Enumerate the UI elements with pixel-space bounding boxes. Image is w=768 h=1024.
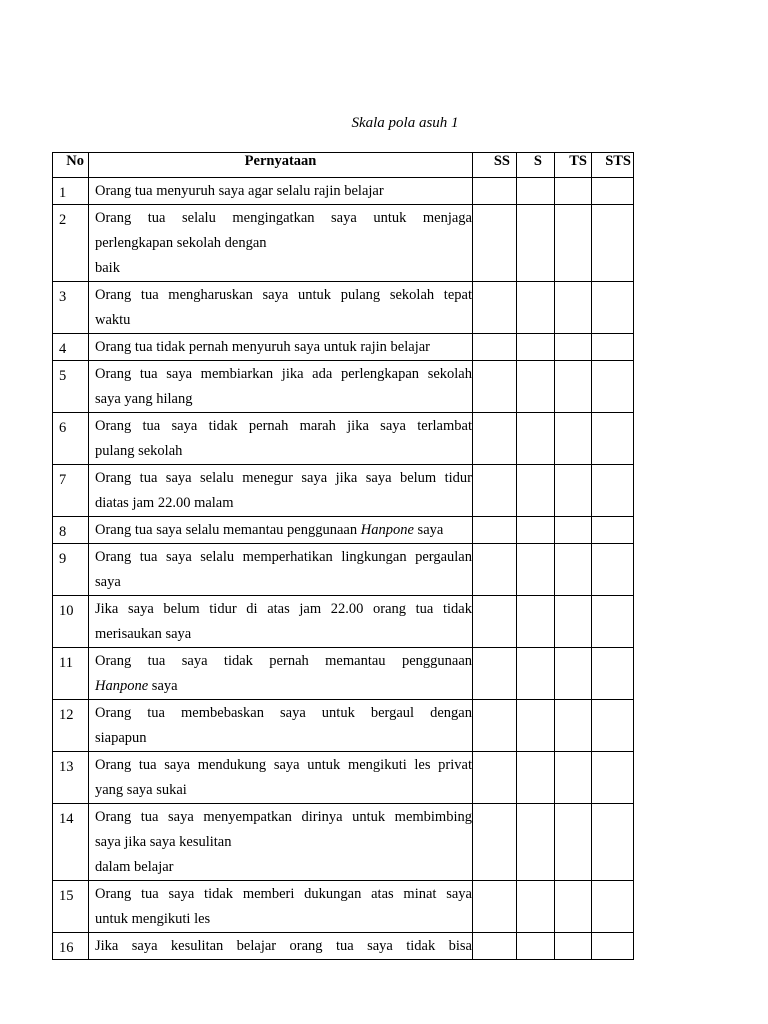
row-statement: [89, 465, 473, 517]
statement-line: [95, 518, 472, 543]
statement-line: [95, 387, 472, 412]
row-statement: [89, 596, 473, 648]
answer-cell-s[interactable]: [517, 334, 555, 361]
statement-text: Orang tua tidak pernah menyuruh saya untuk rajin belajar: [95, 339, 430, 355]
answer-cell-ts[interactable]: [555, 517, 592, 544]
statement-line: [95, 597, 472, 622]
answer-cell-ts[interactable]: [555, 881, 592, 933]
header-no: No: [53, 153, 89, 178]
statement-text: baik: [95, 260, 120, 276]
questionnaire-table: [52, 152, 634, 960]
statement-text: Orang tua saya mendukung saya untuk mengikuti les privat: [95, 757, 472, 773]
statement-text: Jika saya kesulitan belajar orang tua saya tidak bisa: [95, 938, 472, 954]
statement-line: [95, 179, 472, 204]
statement-text: Orang tua saya selalu memantau penggunaan: [95, 522, 361, 538]
row-number: 1: [53, 178, 89, 205]
answer-cell-ss[interactable]: [473, 648, 517, 700]
statement-text: Orang tua saya tidak memberi dukungan atas minat saya: [95, 886, 472, 902]
statement-line: [95, 934, 472, 959]
answer-cell-sts[interactable]: [592, 933, 634, 960]
answer-cell-s[interactable]: [517, 752, 555, 804]
statement-line: [95, 491, 472, 516]
row-number: 10: [53, 596, 89, 648]
row-statement: [89, 205, 473, 282]
statement-text: waktu: [95, 312, 131, 328]
answer-cell-s[interactable]: [517, 205, 555, 282]
row-number: 6: [53, 413, 89, 465]
answer-cell-s[interactable]: [517, 413, 555, 465]
row-number: 11: [53, 648, 89, 700]
answer-cell-ss[interactable]: [473, 544, 517, 596]
answer-cell-ts[interactable]: [555, 596, 592, 648]
row-statement: [89, 648, 473, 700]
row-statement: [89, 752, 473, 804]
table-row: [53, 596, 634, 648]
answer-cell-s[interactable]: [517, 178, 555, 205]
answer-cell-ts[interactable]: [555, 465, 592, 517]
statement-text: Orang tua saya menyempatkan dirinya untuk membimbing: [95, 809, 472, 825]
answer-cell-ss[interactable]: [473, 282, 517, 334]
statement-text: pulang sekolah: [95, 443, 183, 459]
row-number: 8: [53, 517, 89, 544]
answer-cell-sts[interactable]: [592, 205, 634, 282]
answer-cell-ts[interactable]: [555, 178, 592, 205]
row-statement: [89, 544, 473, 596]
statement-line: [95, 753, 472, 778]
answer-cell-ss[interactable]: [473, 334, 517, 361]
answer-cell-ts[interactable]: [555, 361, 592, 413]
answer-cell-sts[interactable]: [592, 804, 634, 881]
answer-cell-s[interactable]: [517, 648, 555, 700]
statement-line: [95, 907, 472, 932]
statement-line: [95, 805, 472, 830]
answer-cell-sts[interactable]: [592, 517, 634, 544]
table-body: [53, 178, 634, 960]
answer-cell-ts[interactable]: [555, 804, 592, 881]
table-row: [53, 933, 634, 960]
statement-text: diatas jam 22.00 malam: [95, 495, 234, 511]
statement-line: [95, 283, 472, 308]
answer-cell-s[interactable]: [517, 517, 555, 544]
table-row: [53, 361, 634, 413]
statement-line: [95, 570, 472, 595]
answer-cell-ts[interactable]: [555, 413, 592, 465]
answer-cell-ss[interactable]: [473, 933, 517, 960]
header-sts: STS: [592, 153, 634, 178]
statement-line: [95, 674, 472, 699]
row-statement: [89, 700, 473, 752]
table-row: [53, 544, 634, 596]
statement-line: [95, 308, 472, 333]
statement-line: [95, 414, 472, 439]
row-statement: [89, 178, 473, 205]
row-number: 13: [53, 752, 89, 804]
row-statement: [89, 881, 473, 933]
statement-line: [95, 206, 472, 231]
statement-text: Orang tua mengharuskan saya untuk pulang sekolah tepat: [95, 287, 472, 303]
answer-cell-s[interactable]: [517, 596, 555, 648]
statement-text: perlengkapan sekolah dengan: [95, 235, 267, 251]
answer-cell-ss[interactable]: [473, 804, 517, 881]
answer-cell-ss[interactable]: [473, 700, 517, 752]
row-number: 12: [53, 700, 89, 752]
row-number: 7: [53, 465, 89, 517]
statement-text: yang saya sukai: [95, 782, 187, 798]
table-row: [53, 205, 634, 282]
header-statement: Pernyataan: [89, 153, 473, 178]
answer-cell-sts[interactable]: [592, 752, 634, 804]
row-statement: [89, 933, 473, 960]
statement-text: saya: [148, 678, 178, 694]
answer-cell-ss[interactable]: [473, 361, 517, 413]
table-row: [53, 648, 634, 700]
statement-line: [95, 466, 472, 491]
table-row: [53, 517, 634, 544]
statement-text: dalam belajar: [95, 859, 174, 875]
answer-cell-ss[interactable]: [473, 413, 517, 465]
answer-cell-ts[interactable]: [555, 544, 592, 596]
answer-cell-ts[interactable]: [555, 933, 592, 960]
row-statement: [89, 361, 473, 413]
answer-cell-sts[interactable]: [592, 544, 634, 596]
statement-line: [95, 778, 472, 803]
statement-text: Orang tua saya tidak pernah memantau penggunaan: [95, 653, 472, 669]
row-statement: [89, 413, 473, 465]
row-number: 4: [53, 334, 89, 361]
answer-cell-sts[interactable]: [592, 178, 634, 205]
header-ss: SS: [473, 153, 517, 178]
statement-line: [95, 256, 472, 281]
header-s: S: [517, 153, 555, 178]
statement-text: Orang tua saya membiarkan jika ada perlengkapan sekolah: [95, 366, 472, 382]
row-statement: [89, 282, 473, 334]
statement-text: saya: [95, 574, 121, 590]
table-row: [53, 413, 634, 465]
statement-italic-text: Hanpone: [360, 522, 414, 538]
answer-cell-sts[interactable]: [592, 361, 634, 413]
statement-line: [95, 649, 472, 674]
statement-text: siapapun: [95, 730, 147, 746]
statement-text: Orang tua saya tidak pernah marah jika saya terlambat: [95, 418, 472, 434]
statement-line: [95, 362, 472, 387]
answer-cell-sts[interactable]: [592, 282, 634, 334]
statement-text: Orang tua selalu mengingatkan saya untuk menjaga: [95, 210, 472, 226]
statement-text: saya: [413, 522, 444, 538]
answer-cell-ts[interactable]: [555, 282, 592, 334]
table-row: [53, 881, 634, 933]
table-row: [53, 752, 634, 804]
answer-cell-s[interactable]: [517, 544, 555, 596]
row-number: 5: [53, 361, 89, 413]
statement-text: saya yang hilang: [95, 391, 193, 407]
answer-cell-ts[interactable]: [555, 205, 592, 282]
answer-cell-ts[interactable]: [555, 334, 592, 361]
answer-cell-sts[interactable]: [592, 648, 634, 700]
answer-cell-ss[interactable]: [473, 465, 517, 517]
table-row: [53, 178, 634, 205]
statement-italic-text: Hanpone: [95, 678, 149, 694]
answer-cell-sts[interactable]: [592, 334, 634, 361]
answer-cell-ss[interactable]: [473, 881, 517, 933]
row-statement: [89, 334, 473, 361]
statement-text: Orang tua membebaskan saya untuk bergaul dengan: [95, 705, 472, 721]
statement-line: [95, 855, 472, 880]
answer-cell-sts[interactable]: [592, 465, 634, 517]
statement-line: [95, 439, 472, 464]
table-row: [53, 465, 634, 517]
answer-cell-s[interactable]: [517, 465, 555, 517]
table-row: [53, 334, 634, 361]
answer-cell-ts[interactable]: [555, 700, 592, 752]
header-ts: TS: [555, 153, 592, 178]
answer-cell-sts[interactable]: [592, 700, 634, 752]
row-number: 15: [53, 881, 89, 933]
statement-line: [95, 231, 472, 256]
row-number: 3: [53, 282, 89, 334]
answer-cell-ss[interactable]: [473, 517, 517, 544]
row-statement: [89, 517, 473, 544]
statement-text: saya jika saya kesulitan: [95, 834, 232, 850]
statement-text: Jika saya belum tidur di atas jam 22.00 orang tua tidak: [95, 601, 472, 617]
answer-cell-s[interactable]: [517, 804, 555, 881]
statement-line: [95, 622, 472, 647]
statement-text: Orang tua saya selalu menegur saya jika saya belum tidur: [95, 470, 472, 486]
header-row: [53, 153, 634, 178]
answer-cell-sts[interactable]: [592, 881, 634, 933]
answer-cell-ss[interactable]: [473, 596, 517, 648]
answer-cell-s[interactable]: [517, 933, 555, 960]
row-number: 14: [53, 804, 89, 881]
answer-cell-ss[interactable]: [473, 178, 517, 205]
statement-text: untuk mengikuti les: [95, 911, 211, 927]
statement-text: Orang tua saya selalu memperhatikan lingkungan pergaulan: [95, 549, 472, 565]
statement-line: [95, 830, 472, 855]
row-number: 9: [53, 544, 89, 596]
row-statement: [89, 804, 473, 881]
answer-cell-sts[interactable]: [592, 596, 634, 648]
row-number: 2: [53, 205, 89, 282]
row-number: 16: [53, 933, 89, 960]
answer-cell-ts[interactable]: [555, 648, 592, 700]
statement-line: [95, 701, 472, 726]
table-row: [53, 700, 634, 752]
statement-text: Orang tua menyuruh saya agar selalu rajin belajar: [95, 183, 384, 199]
answer-cell-s[interactable]: [517, 881, 555, 933]
answer-cell-ts[interactable]: [555, 752, 592, 804]
statement-line: [95, 335, 472, 360]
document-title: Skala pola asuh 1: [351, 115, 459, 131]
answer-cell-ss[interactable]: [473, 205, 517, 282]
answer-cell-ss[interactable]: [473, 752, 517, 804]
answer-cell-s[interactable]: [517, 700, 555, 752]
statement-text: merisaukan saya: [95, 626, 192, 642]
answer-cell-s[interactable]: [517, 361, 555, 413]
answer-cell-s[interactable]: [517, 282, 555, 334]
answer-cell-sts[interactable]: [592, 413, 634, 465]
statement-line: [95, 545, 472, 570]
table-row: [53, 804, 634, 881]
table-row: [53, 282, 634, 334]
statement-line: [95, 726, 472, 751]
statement-line: [95, 882, 472, 907]
